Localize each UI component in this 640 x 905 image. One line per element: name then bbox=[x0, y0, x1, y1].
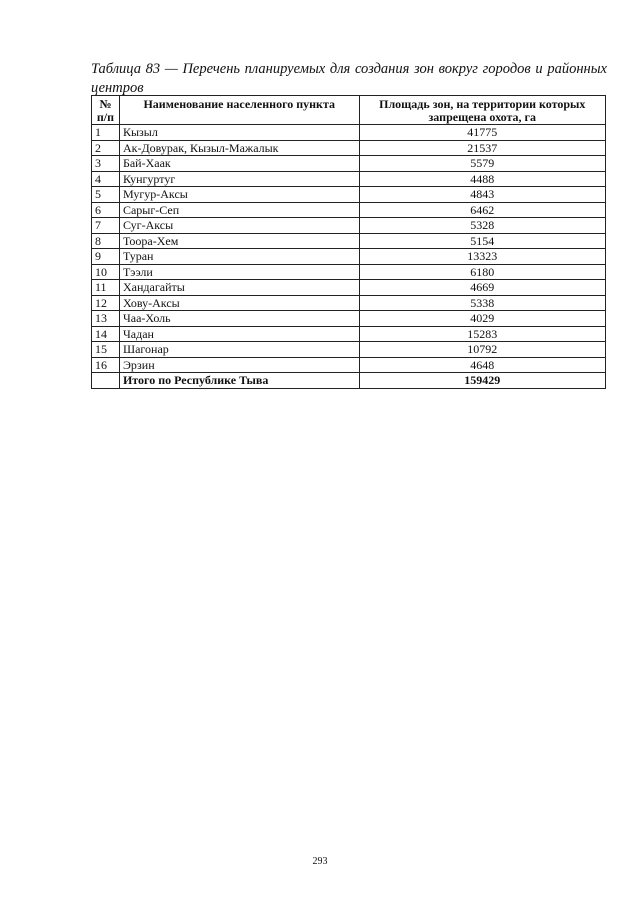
table-body bbox=[92, 125, 606, 389]
settlement-name: Хандагайты bbox=[119, 280, 359, 296]
table-row bbox=[92, 311, 606, 327]
settlement-name: Туран bbox=[119, 249, 359, 265]
settlement-name: Суг-Аксы bbox=[119, 218, 359, 234]
table-row bbox=[92, 357, 606, 373]
table-total-row bbox=[92, 373, 606, 389]
total-label: Итого по Республике Тыва bbox=[119, 373, 359, 389]
row-number: 7 bbox=[92, 218, 120, 234]
zone-area: 41775 bbox=[359, 125, 605, 141]
row-number: 12 bbox=[92, 295, 120, 311]
table-row bbox=[92, 326, 606, 342]
table-row bbox=[92, 140, 606, 156]
settlement-name: Чадан bbox=[119, 326, 359, 342]
header-zone-area: Площадь зон, на территории которых запрещена охота, га bbox=[359, 96, 605, 125]
row-number: 3 bbox=[92, 156, 120, 172]
header-number: № п/п bbox=[92, 96, 120, 125]
zone-area: 10792 bbox=[359, 342, 605, 358]
zone-area: 21537 bbox=[359, 140, 605, 156]
settlement-name: Тээли bbox=[119, 264, 359, 280]
row-number: 1 bbox=[92, 125, 120, 141]
settlement-name: Чаа-Холь bbox=[119, 311, 359, 327]
settlement-name: Тоора-Хем bbox=[119, 233, 359, 249]
table-row bbox=[92, 202, 606, 218]
zone-area: 15283 bbox=[359, 326, 605, 342]
row-number: 4 bbox=[92, 171, 120, 187]
zone-area: 5338 bbox=[359, 295, 605, 311]
settlement-name: Хову-Аксы bbox=[119, 295, 359, 311]
zone-area: 4843 bbox=[359, 187, 605, 203]
total-area: 159429 bbox=[359, 373, 605, 389]
zone-area: 4669 bbox=[359, 280, 605, 296]
table-caption: Таблица 83 — Перечень планируемых для создания зон вокруг городов и районных центров bbox=[91, 61, 607, 96]
row-number: 6 bbox=[92, 202, 120, 218]
table-row bbox=[92, 156, 606, 172]
row-number: 5 bbox=[92, 187, 120, 203]
table-row bbox=[92, 342, 606, 358]
row-number: 8 bbox=[92, 233, 120, 249]
settlement-name: Кунгуртуг bbox=[119, 171, 359, 187]
row-number: 11 bbox=[92, 280, 120, 296]
zone-area: 4488 bbox=[359, 171, 605, 187]
table-header-row bbox=[92, 96, 606, 125]
page-number: 293 bbox=[312, 856, 328, 867]
settlement-name: Мугур-Аксы bbox=[119, 187, 359, 203]
zone-area: 13323 bbox=[359, 249, 605, 265]
row-number: 9 bbox=[92, 249, 120, 265]
row-number: 16 bbox=[92, 357, 120, 373]
row-number: 14 bbox=[92, 326, 120, 342]
table-row bbox=[92, 218, 606, 234]
zone-area: 5154 bbox=[359, 233, 605, 249]
zone-area: 4029 bbox=[359, 311, 605, 327]
table-row bbox=[92, 264, 606, 280]
settlement-name: Эрзин bbox=[119, 357, 359, 373]
settlement-name: Сарыг-Сеп bbox=[119, 202, 359, 218]
zone-area: 5579 bbox=[359, 156, 605, 172]
settlement-name: Бай-Хаак bbox=[119, 156, 359, 172]
row-number: 15 bbox=[92, 342, 120, 358]
row-number: 10 bbox=[92, 264, 120, 280]
settlement-name: Шагонар bbox=[119, 342, 359, 358]
total-number bbox=[92, 373, 120, 389]
table-row bbox=[92, 171, 606, 187]
zone-area: 6462 bbox=[359, 202, 605, 218]
table-row bbox=[92, 125, 606, 141]
zone-area: 4648 bbox=[359, 357, 605, 373]
table-row bbox=[92, 280, 606, 296]
row-number: 13 bbox=[92, 311, 120, 327]
zone-area: 6180 bbox=[359, 264, 605, 280]
row-number: 2 bbox=[92, 140, 120, 156]
table-row bbox=[92, 295, 606, 311]
settlement-name: Кызыл bbox=[119, 125, 359, 141]
table-row bbox=[92, 249, 606, 265]
zones-table bbox=[91, 95, 606, 389]
zone-area: 5328 bbox=[359, 218, 605, 234]
header-settlement-name: Наименование населенного пункта bbox=[119, 96, 359, 125]
table-row bbox=[92, 233, 606, 249]
table-row bbox=[92, 187, 606, 203]
settlement-name: Ак-Довурак, Кызыл-Мажалык bbox=[119, 140, 359, 156]
